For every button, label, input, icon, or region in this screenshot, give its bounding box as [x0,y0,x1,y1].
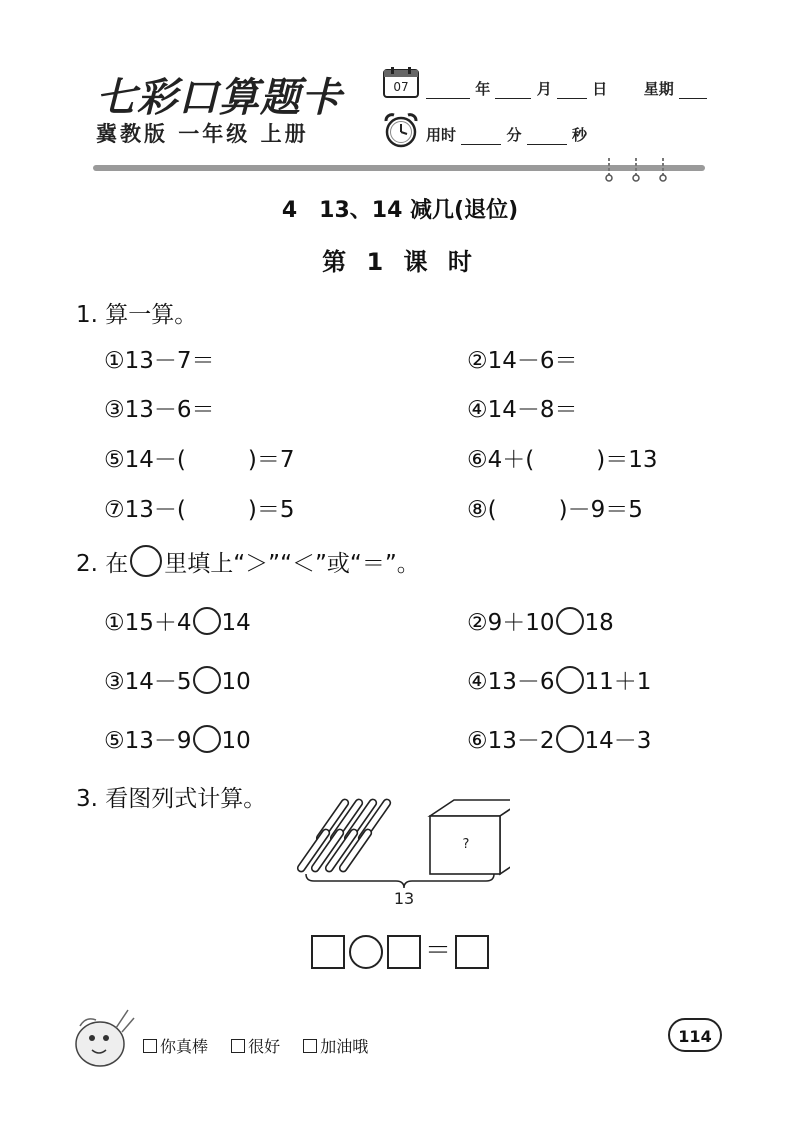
checkbox-icon [303,1039,317,1053]
calendar-icon [383,66,419,98]
box-question-mark: ? [462,837,470,852]
alarm-clock-icon [383,112,419,148]
compare-circle[interactable] [556,725,584,753]
checkbox-icon [143,1039,157,1053]
q1-item-3: ③13－6＝ [104,397,215,423]
minute-blank[interactable] [461,130,501,145]
answer-box-2[interactable] [387,935,421,969]
total-label: 13 [393,889,415,908]
box-group [430,800,510,874]
q2-item-2: ②9＋10 18 [467,604,614,637]
rating-option-3[interactable]: 加油哦 [303,1037,368,1056]
compare-circle[interactable] [556,666,584,694]
month-blank[interactable] [495,84,531,99]
weekday-blank[interactable] [679,84,707,99]
weekday-label: 星期 [643,80,674,98]
self-rating [143,1034,386,1057]
question-1-title: 1. 算一算。 [76,302,198,328]
compare-circle-icon [130,545,162,577]
q1-item-8: ⑧( )－9＝5 [467,497,643,523]
binder-ring-icon [605,158,613,182]
question-3-title: 3. 看图列式计算。 [76,786,267,812]
brand-title: 七彩口算题卡 [96,74,342,121]
operator-circle[interactable] [349,935,383,969]
q1-item-1: ①13－7＝ [104,348,215,374]
minute-label: 分 [506,126,522,144]
rating-option-1[interactable]: 你真棒 [143,1037,208,1056]
q2-item-5: ⑤13－9 10 [104,722,251,755]
compare-circle[interactable] [193,725,221,753]
binder-ring-icon [632,158,640,182]
answer-box-1[interactable] [311,935,345,969]
q1-item-6: ⑥4＋( )＝13 [467,447,658,473]
binder-ring-icon [659,158,667,182]
sticks-group [296,798,391,873]
q1-item-4: ④14－8＝ [467,397,578,423]
q2-item-1: ①15＋4 14 [104,604,251,637]
answer-equation-row [0,930,800,969]
mascot-icon [66,1004,138,1070]
q1-item-7: ⑦13－( )＝5 [104,497,295,523]
q2-item-3: ③14－5 10 [104,663,251,696]
answer-box-result[interactable] [455,935,489,969]
compare-circle[interactable] [193,607,221,635]
q1-item-5: ⑤14－( )＝7 [104,447,295,473]
day-label: 日 [592,80,608,98]
compare-circle[interactable] [193,666,221,694]
second-label: 秒 [571,126,587,144]
brace-icon [306,874,494,888]
month-label: 月 [536,80,552,98]
date-fields [426,78,707,99]
time-prefix: 用时 [426,126,457,144]
unit-title: 4 13、14 减几(退位) [281,198,519,223]
year-blank[interactable] [426,84,470,99]
q2-item-4: ④13－6 11＋1 [467,663,651,696]
sticks-and-box-figure [290,790,510,910]
calendar-day: 07 [393,80,409,94]
header-divider [93,165,705,171]
time-fields [426,124,587,145]
page-number: 114 [668,1018,722,1052]
equals-sign: ＝ [424,936,451,966]
second-blank[interactable] [527,130,567,145]
q1-item-2: ②14－6＝ [467,348,578,374]
checkbox-icon [231,1039,245,1053]
year-label: 年 [475,80,491,98]
rating-option-2[interactable]: 很好 [231,1037,280,1056]
lesson-title: 第 1 课 时 [322,248,478,276]
compare-circle[interactable] [556,607,584,635]
edition-label: 冀教版 一年级 上册 [96,122,309,146]
question-2-title: 2. 在 里填上“＞”“＜”或“＝”。 [76,545,420,578]
day-blank[interactable] [557,84,587,99]
q2-item-6: ⑥13－2 14－3 [467,722,651,755]
